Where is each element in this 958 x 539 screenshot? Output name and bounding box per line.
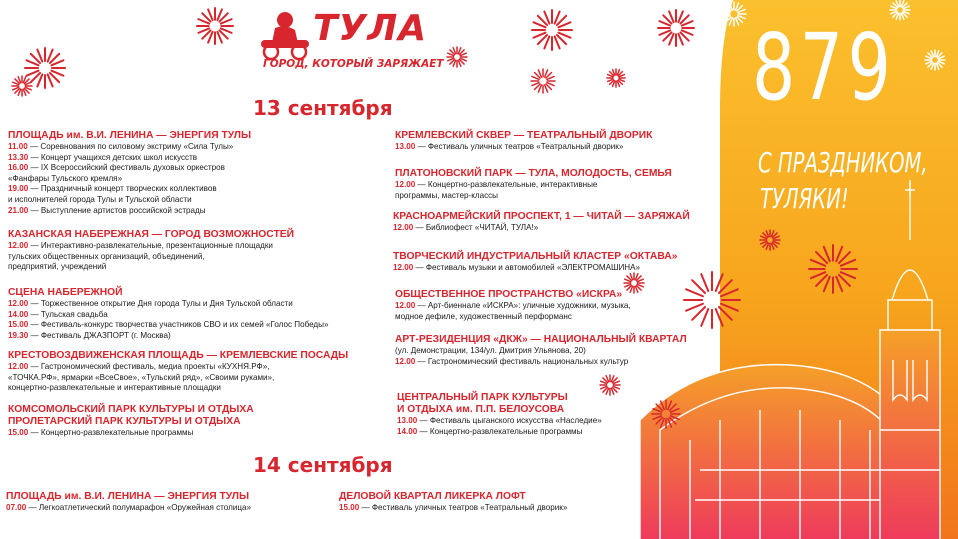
section-title: СЦЕНА НАБЕРЕЖНОЙ [8, 287, 123, 298]
section-title: ПЛОЩАДЬ им. В.И. ЛЕНИНА — ЭНЕРГИЯ ТУЛЫ [6, 491, 250, 502]
event-line [8, 320, 328, 331]
section-title: АРТ-РЕЗИДЕНЦИЯ «ДКЖ» — НАЦИОНАЛЬНЫЙ КВАРТАЛ [395, 334, 687, 345]
event-line [8, 195, 251, 206]
section-title: ОБЩЕСТВЕННОЕ ПРОСТРАНСТВО «ИСКРА» [395, 289, 623, 300]
event-line [397, 416, 602, 427]
event-text: — Интерактивно-развлекательные, презентационные площадки [28, 241, 273, 250]
firework-icon [531, 69, 555, 93]
day1-right-section [397, 392, 602, 437]
event-line [8, 252, 294, 263]
section-title: КОМСОМОЛЬСКИЙ ПАРК КУЛЬТУРЫ И ОТДЫХА [8, 404, 254, 415]
firework-icon [652, 400, 680, 428]
event-time: 16.00 [8, 163, 29, 173]
day1-right-section [395, 130, 652, 153]
event-line [6, 503, 251, 514]
event-line [8, 142, 251, 153]
event-text: — Концертно-развлекательные, интерактивные [415, 180, 598, 189]
event-time: 12.00 [395, 180, 416, 189]
section-title: КАЗАНСКАЯ НАБЕРЕЖНАЯ — ГОРОД ВОЗМОЖНОСТЕЙ [8, 229, 295, 240]
section-title: ТВОРЧЕСКИЙ ИНДУСТРИАЛЬНЫЙ КЛАСТЕР «ОКТАВА» [393, 251, 678, 262]
event-text: — Концерт учащихся детских школ искусств [28, 152, 198, 162]
event-line [395, 346, 687, 357]
event-text: — Фестиваль ДЖАЗПОРТ (г. Москва) [28, 330, 171, 340]
day1-left-section [8, 404, 254, 439]
day1-right-section [395, 289, 631, 322]
event-time: 12.00 [8, 241, 29, 250]
firework-icon [684, 272, 740, 328]
event-text: и исполнителей города Тулы и Тульской области [8, 194, 192, 204]
event-line [393, 263, 677, 274]
event-line [8, 310, 328, 321]
event-text: «ТОЧКА.РФ», ярмарки «ВсеСвое», «Тульский ряд», «Своими руками», [8, 372, 275, 382]
day2-heading: 14 сентября [253, 453, 393, 477]
event-text: — Гастрономический фестиваль, медиа проекты «КУХНЯ.РФ», [28, 362, 270, 371]
event-time: 15.00 [8, 320, 29, 330]
day1-left-section [8, 350, 348, 394]
event-time: 11.00 [8, 142, 28, 151]
event-text: — Фестиваль уличных театров «Театральный дворик» [415, 142, 624, 151]
event-line [395, 312, 631, 323]
section-title-line2: И ОТДЫХА им. П.П. БЕЛОУСОВА [397, 404, 565, 415]
day1-right-section [393, 211, 690, 234]
day1-right-section [395, 334, 687, 367]
event-time: 07.00 [6, 503, 27, 512]
event-text: — Выступление артистов российской эстрады [28, 205, 206, 215]
event-time: 15.00 [8, 428, 29, 437]
day1-left-section [8, 287, 328, 341]
firework-icon [607, 69, 625, 87]
event-text: — Концертно-развлекательные программы [28, 428, 194, 437]
logo-subtitle: ГОРОД, КОТОРЫЙ ЗАРЯЖАЕТ [263, 58, 444, 70]
event-line [395, 180, 672, 191]
event-time: 12.00 [8, 362, 29, 371]
firework-icon [600, 375, 620, 395]
day2-section [6, 491, 251, 514]
firework-icon [658, 10, 694, 46]
event-line [395, 142, 652, 153]
event-line [339, 503, 567, 514]
event-line [8, 428, 254, 439]
event-line [8, 383, 348, 394]
event-text: предприятий, учреждений [8, 262, 107, 272]
section-title: КРАСНОАРМЕЙСКИЙ ПРОСПЕКТ, 1 — ЧИТАЙ — ЗАРЯЖАЙ [393, 211, 690, 222]
event-text: — IX Всероссийский фестиваль духовых оркестров [28, 163, 225, 173]
event-time: 14.00 [8, 309, 29, 319]
event-text: тульских общественных организаций, объединений, [8, 251, 205, 261]
event-time: 12.00 [393, 263, 414, 272]
event-line [8, 241, 294, 252]
day1-heading: 13 сентября [253, 96, 393, 120]
event-time: 13.30 [8, 152, 29, 162]
event-line [393, 223, 690, 234]
event-time: 12.00 [393, 223, 414, 232]
event-line [8, 163, 251, 174]
event-line [8, 174, 251, 185]
section-title: КРЕСТОВОЗДВИЖЕНСКАЯ ПЛОЩАДЬ — КРЕМЛЕВСКИЕ ПОСАДЫ [8, 350, 349, 361]
event-text: — Гастрономический фестиваль национальных культур [415, 356, 629, 366]
greeting-line1: С ПРАЗДНИКОМ, [758, 146, 928, 179]
event-text: модное дефиле, художественный перформанс [395, 311, 572, 321]
section-title: КРЕМЛЕВСКИЙ СКВЕР — ТЕАТРАЛЬНЫЙ ДВОРИК [395, 130, 653, 141]
event-text: — Торжественное открытие Дня города Тулы и Дня Тульской области [28, 299, 293, 308]
event-line [8, 262, 294, 273]
event-line [395, 191, 672, 202]
event-text: — Соревнования по силовому экстриму «Сила Тулы» [27, 142, 234, 151]
event-text: (ул. Демонстрации, 134/ул. Дмитрия Ульянова, 20) [395, 346, 586, 355]
event-time: 21.00 [8, 205, 29, 215]
event-time: 14.00 [397, 426, 418, 436]
event-line [395, 301, 631, 312]
day1-left-section [8, 229, 294, 273]
firework-icon [12, 76, 32, 96]
event-time: 15.00 [339, 503, 360, 512]
event-text: — Фестиваль-конкурс творчества участников СВО и их семей «Голос Победы» [28, 320, 329, 330]
event-time: 13.00 [397, 416, 418, 425]
day1-right-section [395, 168, 672, 201]
event-line [8, 373, 348, 384]
event-text: концертно-развлекательные и интерактивные площадки [8, 383, 221, 393]
event-time: 19.00 [8, 184, 29, 194]
event-text: — Концертно-развлекательные программы [417, 426, 583, 436]
event-line [395, 357, 687, 368]
firework-icon [925, 50, 945, 70]
event-line [397, 427, 602, 438]
logo-title: ТУЛА [313, 8, 428, 49]
event-line [8, 184, 251, 195]
event-text: — Праздничный концерт творческих коллективов [28, 184, 217, 194]
event-text: — Библиофест «ЧИТАЙ, ТУЛА!» [413, 223, 539, 232]
firework-icon [722, 2, 746, 26]
section-title-line2: ПРОЛЕТАРСКИЙ ПАРК КУЛЬТУРЫ И ОТДЫХА [8, 416, 241, 427]
firework-icon [532, 10, 572, 50]
greeting-line2: ТУЛЯКИ! [760, 182, 849, 215]
event-text: — Легкоатлетический полумарафон «Оружейная столица» [26, 503, 251, 512]
section-title: ДЕЛОВОЙ КВАРТАЛ ЛИКЕРКА ЛОФТ [339, 491, 526, 502]
day2-section [339, 491, 567, 514]
event-text: — Арт-биеннале «ИСКРА»: уличные художники, музыка, [415, 301, 631, 310]
event-text: «Фанфары Тульского кремля» [8, 173, 123, 183]
firework-icon [809, 245, 857, 293]
event-line [8, 206, 251, 217]
event-text: — Фестиваль музыки и автомобилей «ЭЛЕКТРОМАШИНА» [413, 263, 641, 272]
event-time: 13.00 [395, 142, 416, 151]
event-time: 12.00 [395, 301, 416, 310]
firework-icon [447, 47, 467, 67]
section-title: ПЛОЩАДЬ им. В.И. ЛЕНИНА — ЭНЕРГИЯ ТУЛЫ [8, 130, 252, 141]
day1-left-section [8, 130, 251, 216]
event-text: — Тульская свадьба [28, 309, 108, 319]
event-time: 12.00 [8, 299, 29, 308]
logo [255, 6, 444, 82]
event-time: 19.30 [8, 330, 29, 340]
day1-right-section [393, 251, 677, 274]
event-line [8, 362, 348, 373]
event-text: — Фестиваль цыганского искусства «Наследие» [417, 416, 602, 425]
event-line [8, 331, 328, 342]
anniversary-number: 879 [752, 14, 896, 121]
firework-icon [197, 8, 233, 44]
section-title: ПЛАТОНОВСКИЙ ПАРК — ТУЛА, МОЛОДОСТЬ, СЕМЬЯ [395, 168, 672, 179]
event-time: 12.00 [395, 356, 416, 366]
event-text: — Фестиваль уличных театров «Театральный дворик» [359, 503, 568, 512]
event-text: программы, мастер-классы [395, 190, 498, 200]
firework-icon [760, 230, 780, 250]
event-line [8, 299, 328, 310]
section-title: ЦЕНТРАЛЬНЫЙ ПАРК КУЛЬТУРЫ [397, 392, 568, 403]
event-line [8, 153, 251, 164]
